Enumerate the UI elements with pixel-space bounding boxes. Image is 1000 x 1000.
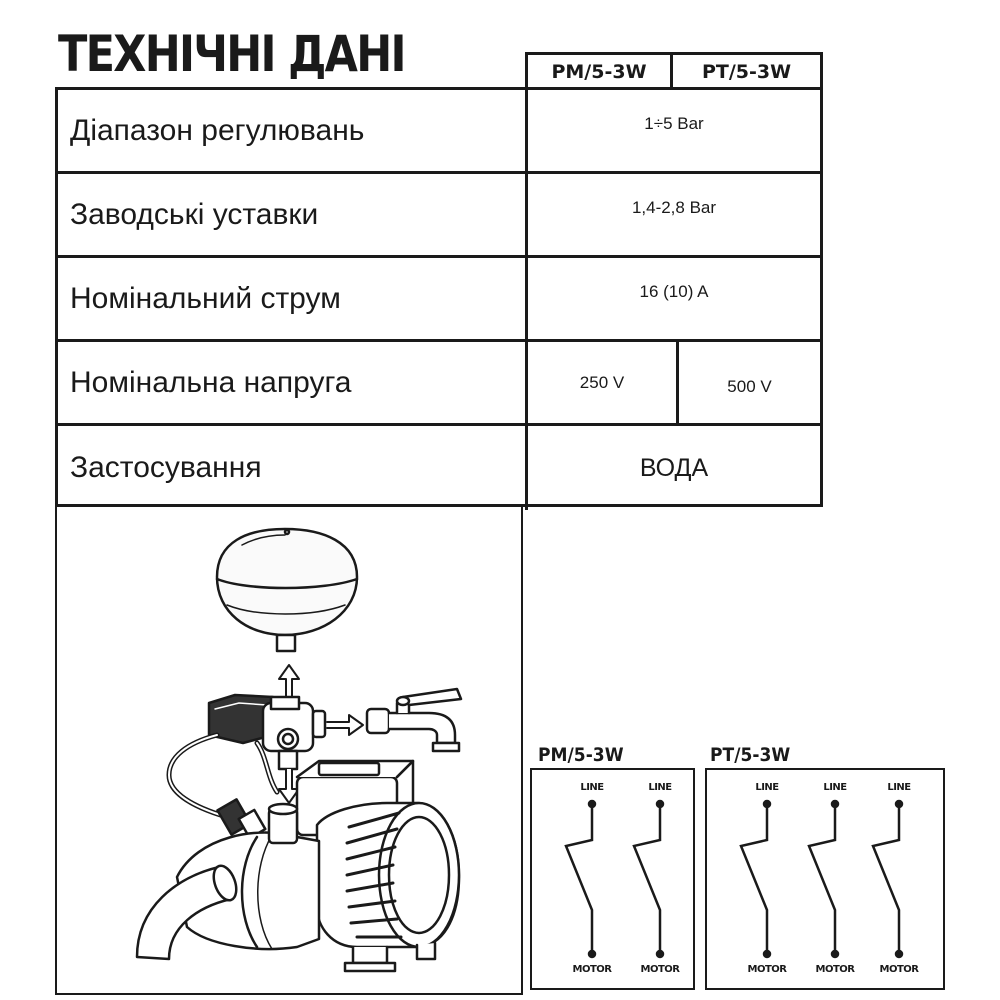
param-value: 1÷5 Bar: [644, 113, 704, 133]
page-title: ТЕХНІЧНІ ДАНІ: [58, 25, 405, 83]
table-row: [58, 426, 820, 510]
param-value-pt: 500 V: [676, 342, 820, 423]
param-value: 1,4-2,8 Bar: [631, 197, 717, 217]
wiring-diagram-pm: [530, 768, 695, 990]
pressure-switch-icon: [209, 695, 325, 769]
pt-contacts-icon: [707, 770, 943, 988]
column-header-pt: PT/5-3W: [670, 52, 823, 88]
param-label: Номінальний струм: [58, 258, 528, 339]
motor-label: MOTOR: [879, 964, 919, 975]
param-value: ВОДА: [639, 453, 709, 482]
motor-label: MOTOR: [747, 964, 787, 975]
motor-label: MOTOR: [815, 964, 855, 975]
motor-label: MOTOR: [572, 964, 612, 975]
column-header-pm: PM/5-3W: [525, 52, 673, 88]
param-value-pm: 250 V: [579, 372, 625, 392]
table-row: [58, 174, 820, 258]
schematic-label-pt: PT/5-3W: [710, 744, 791, 766]
line-label: LINE: [887, 782, 911, 793]
line-label: LINE: [755, 782, 779, 793]
param-label: Діапазон регулювань: [58, 90, 528, 171]
schematic-label-pm: PM/5-3W: [538, 744, 624, 766]
param-label: Застосування: [58, 426, 528, 510]
specs-table: [55, 87, 823, 507]
param-label: Номінальна напруга: [58, 342, 528, 423]
table-row: [58, 258, 820, 342]
expansion-tank-icon: [217, 529, 357, 651]
pump-icon: [137, 761, 459, 971]
wiring-diagram-pt: [705, 768, 945, 990]
line-label: LINE: [580, 782, 604, 793]
param-label: Заводські уставки: [58, 174, 528, 255]
motor-label: MOTOR: [640, 964, 680, 975]
line-label: LINE: [648, 782, 672, 793]
pump-installation-illustration: [57, 507, 521, 993]
line-label: LINE: [823, 782, 847, 793]
param-value: 16 (10) A: [639, 281, 709, 301]
table-row: [58, 90, 820, 174]
faucet-icon: [367, 689, 461, 751]
installation-illustration-frame: [55, 505, 523, 995]
pm-contacts-icon: [532, 770, 693, 988]
table-row: [58, 342, 820, 426]
